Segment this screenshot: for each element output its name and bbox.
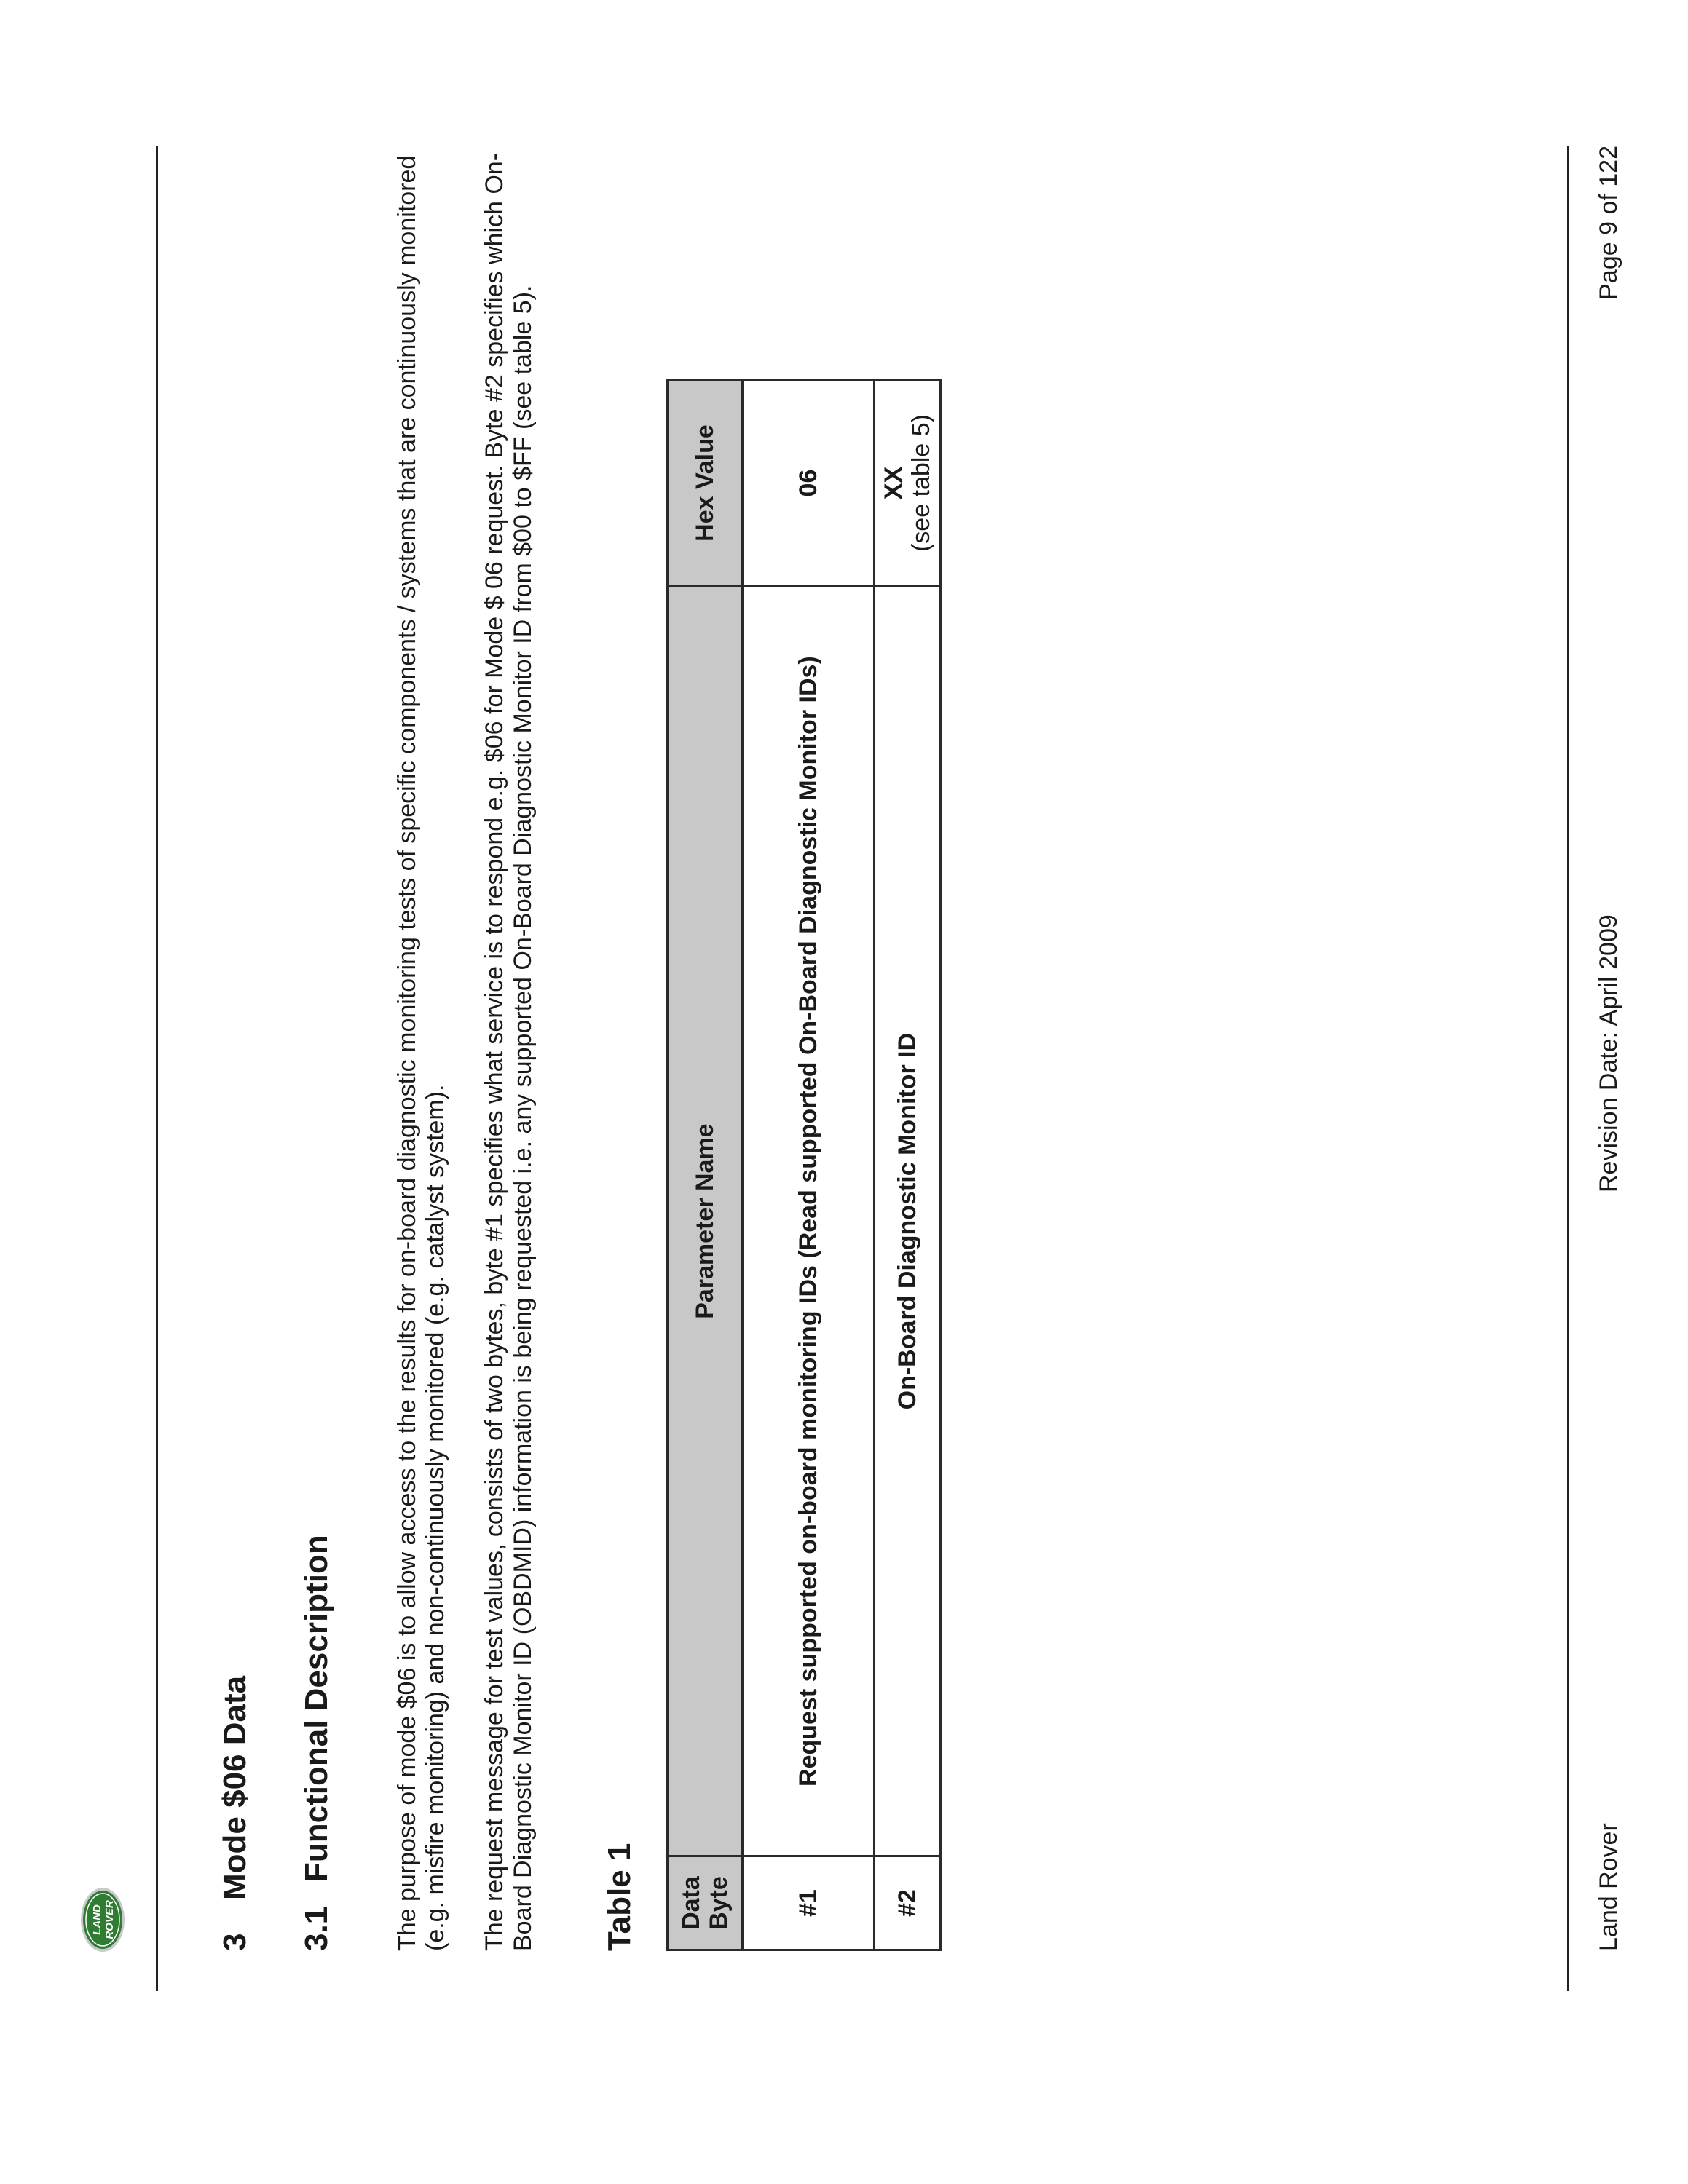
header-parameter-name: Parameter Name (668, 587, 743, 1856)
cell-hex-value (875, 380, 941, 587)
header-data-byte: Data Byte (668, 1856, 743, 1950)
section-number: 3 (217, 1933, 253, 1951)
cell-data-byte: #1 (743, 1856, 875, 1950)
logo-line-2: ROVER (103, 1900, 116, 1939)
footer-company: Land Rover (1595, 1823, 1622, 1951)
table-row (743, 380, 875, 1950)
subsection-title: Functional Description (299, 1535, 334, 1882)
paragraph-request-message: The request message for test values, consists of two bytes, byte #1 specifies what service is to respond e.g. $06 for Mode $ 06 request. Byte #2 specifies which On-Board Diagnostic Monitor ID (OBDMID) information is being requested i.e. any supported On-Board Diagnostic Monitor ID from $00 to $FF (see table 5). (481, 152, 537, 1951)
section-heading (217, 1676, 253, 1951)
cell-data-byte: #2 (875, 1856, 941, 1950)
header-hex-value: Hex Value (668, 380, 743, 587)
cell-parameter-name: Request supported on-board monitoring IDs (Read supported On-Board Diagnostic Monitor IDs) (743, 587, 875, 1856)
land-rover-logo-icon (80, 1887, 125, 1952)
logo-line-1: LAND (91, 1904, 103, 1935)
footer-revision-date: Revision Date: April 2009 (1595, 914, 1622, 1192)
footer-page-number: Page 9 of 122 (1595, 146, 1622, 300)
cell-hex-value: 06 (743, 380, 875, 587)
mode-06-request-table (666, 379, 942, 1951)
table-row (875, 380, 941, 1950)
paragraph-purpose: The purpose of mode $06 is to allow access to the results for on-board diagnostic monitoring tests of specific components / systems that are continuously monitored (e.g. misfire monitoring) and non-continuously monitored (e.g. catalyst system). (393, 155, 449, 1951)
table-header-row (668, 380, 743, 1950)
section-title: Mode $06 Data (217, 1675, 253, 1900)
header-divider (156, 146, 158, 1991)
hex-value-text: XX (880, 466, 907, 500)
subsection-number: 3.1 (299, 1906, 334, 1951)
cell-parameter-name: On-Board Diagnostic Monitor ID (875, 587, 941, 1856)
footer-divider (1567, 146, 1569, 1991)
table-title: Table 1 (602, 1843, 637, 1951)
hex-value-note: (see table 5) (907, 414, 935, 553)
subsection-heading (299, 1535, 335, 1951)
